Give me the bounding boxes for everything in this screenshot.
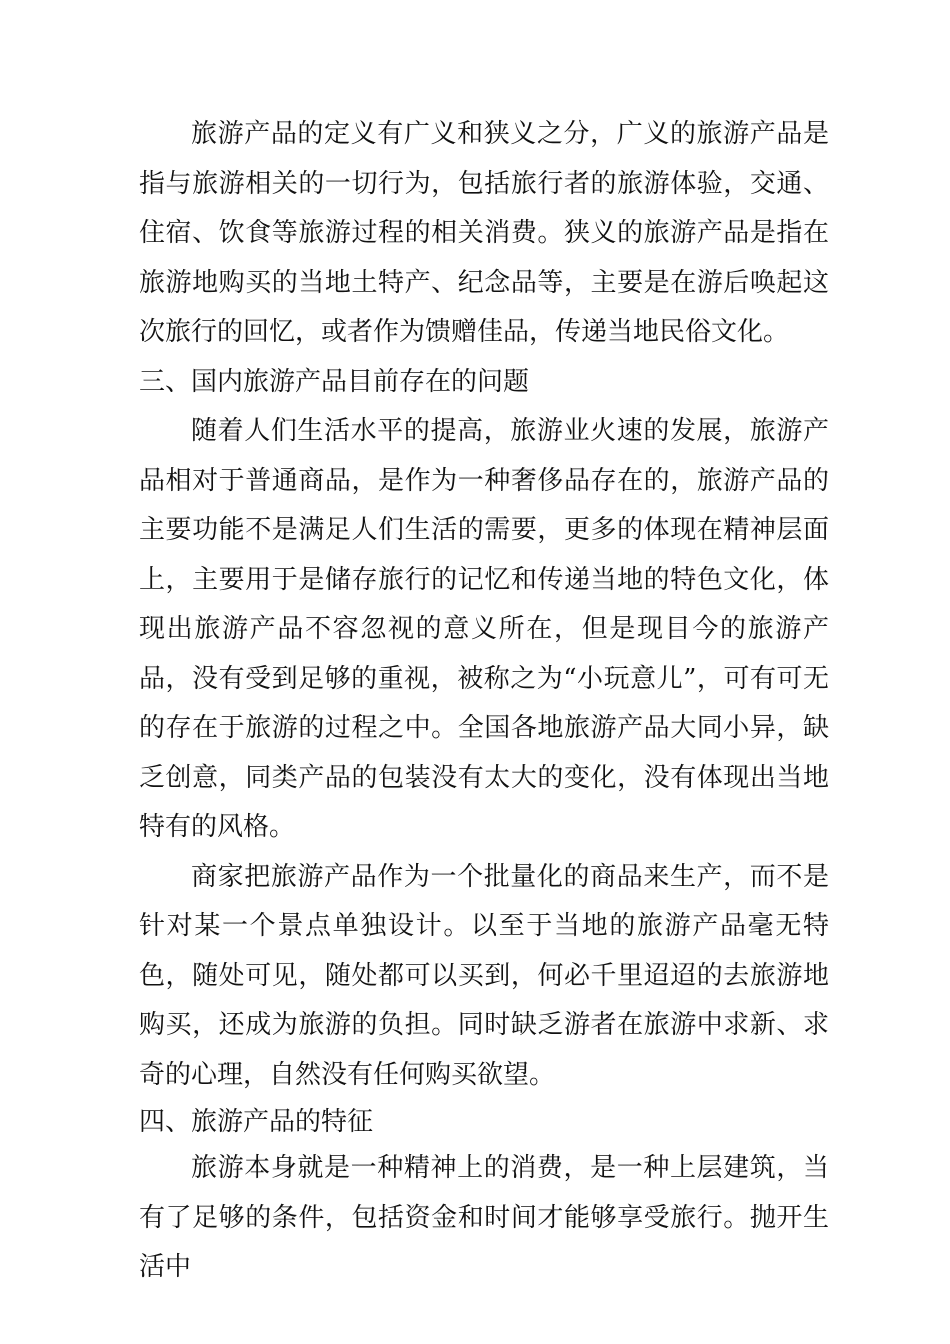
section-heading-4: 四、旅游产品的特征 <box>139 1107 374 1137</box>
paragraph-mass-production: 商家把旅游产品作为一个批量化的商品来生产，而不是针对某一个景点单独设计。以至于当地的旅游产品毫无特色，随处可见，随处都可以买到，何必千里迢迢的去旅游地购买，还成为旅游的负担。同时缺乏游者在旅游中求新、求奇的心理，自然没有任何购买欲望。 <box>139 861 829 1090</box>
paragraph-current-problems: 随着人们生活水平的提高，旅游业火速的发展，旅游产品相对于普通商品，是作为一种奢侈品存在的，旅游产品的主要功能不是满足人们生活的需要，更多的体现在精神层面上，主要用于是储存旅行的记忆和传递当地的特色文化，体现出旅游产品不容忽视的意义所在，但是现目今的旅游产品，没有受到足够的重视，被称之为“小玩意儿”，可有可无的存在于旅游的过程之中。全国各地旅游产品大同小异，缺乏创意，同类产品的包装没有太大的变化，没有体现出当地特有的风格。 <box>139 416 829 842</box>
document-body <box>139 110 829 1293</box>
section-heading-3: 三、国内旅游产品目前存在的问题 <box>139 366 530 397</box>
paragraph-product-features: 旅游本身就是一种精神上的消费，是一种上层建筑，当有了足够的条件，包括资金和时间才能够享受旅行。抛开生活中 <box>139 1153 829 1282</box>
paragraph-tourism-product-definition: 旅游产品的定义有广义和狭义之分，广义的旅游产品是指与旅游相关的一切行为，包括旅行者的旅游体验，交通、住宿、饮食等旅游过程的相关消费。狭义的旅游产品是指在旅游地购买的当地土特产、纪念品等，主要是在游后唤起这次旅行的回忆，或者作为馈赠佳品，传递当地民俗文化。 <box>139 119 829 347</box>
